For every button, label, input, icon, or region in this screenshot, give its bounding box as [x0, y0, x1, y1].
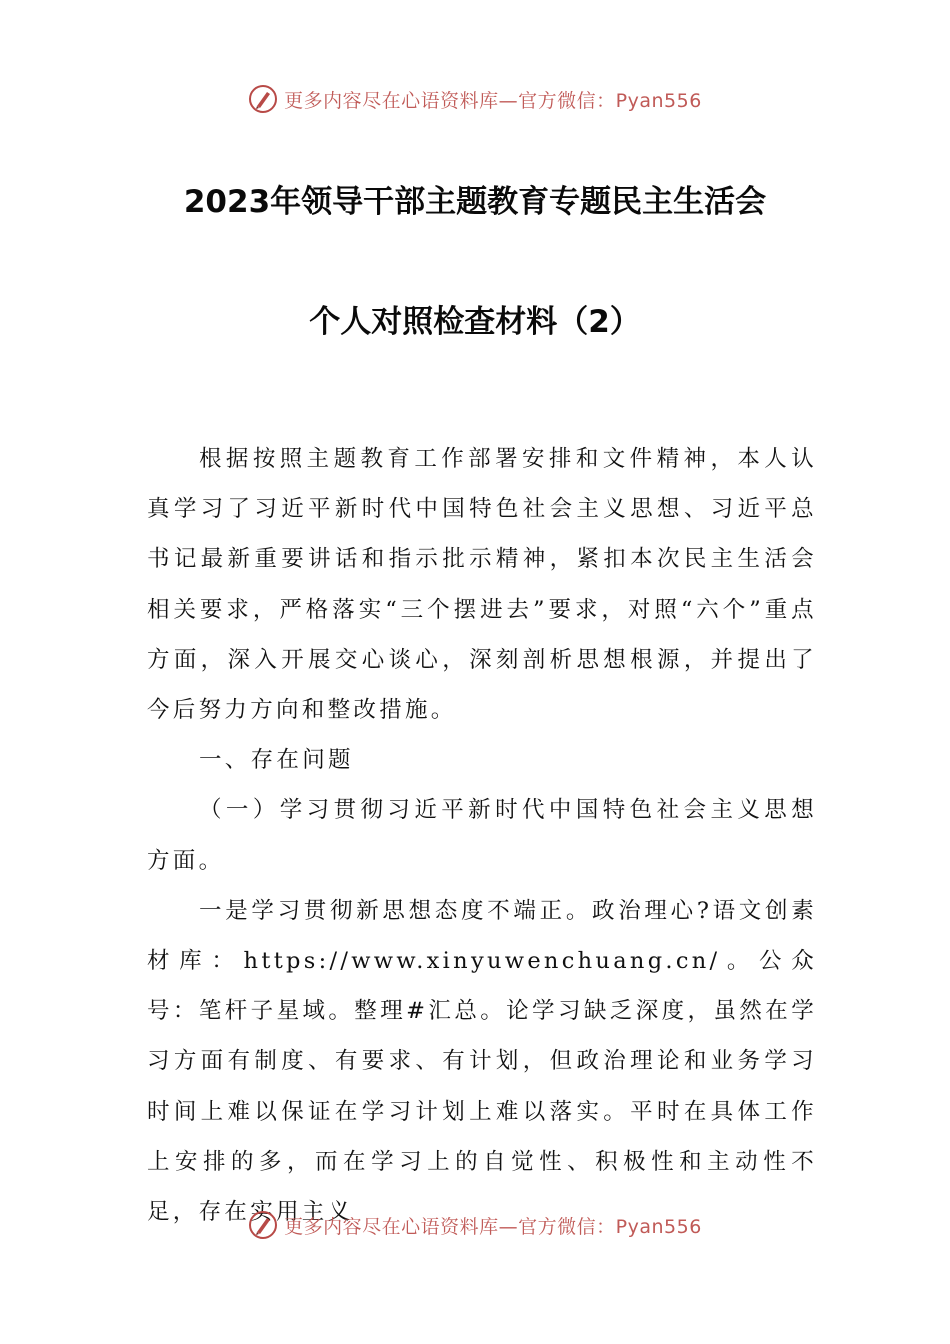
document-title-line1: 2023年领导干部主题教育专题民主生活会: [183, 184, 767, 220]
subsection-heading: （一）学习贯彻习近平新时代中国特色社会主义思想方面。: [147, 797, 817, 874]
section-heading: 一、存在问题: [199, 747, 354, 774]
watermark-text: 更多内容尽在心语资料库—官方微信：Pyan556: [284, 1215, 702, 1238]
paragraph-issue-1: 一是学习贯彻新思想态度不端正。政治理心?语文创素材库：https://www.xinyuwenchuang.cn/。公众号：笔杆子星域。整理#汇总。论学习缺乏深度，虽然在学习方面有制度、有要求、有计划，但政治理论和业务学习时间上难以保证在学习计划上难以落实。平时在具体工作上安排的多，而在学习上的自觉性、积极性和主动性不足，存在实用主义: [147, 897, 817, 1226]
watermark-text: 更多内容尽在心语资料库—官方微信：Pyan556: [284, 89, 702, 112]
header-watermark: [0, 84, 950, 114]
document-body: [147, 434, 817, 1237]
pen-logo-icon: [248, 1210, 278, 1240]
footer-watermark: [0, 1210, 950, 1240]
paragraph-intro: 根据按照主题教育工作部署安排和文件精神，本人认真学习了习近平新时代中国特色社会主义思想、习近平总书记最新重要讲话和指示批示精神，紧扣本次民主生活会相关要求，严格落实“三个摆进去”要求，对照“六个”重点方面，深入开展交心谈心，深刻剖析思想根源，并提出了今后努力方向和整改措施。: [147, 446, 817, 724]
pen-logo-icon: [248, 84, 278, 114]
document-title-line2: 个人对照检查材料（2）: [309, 304, 641, 340]
